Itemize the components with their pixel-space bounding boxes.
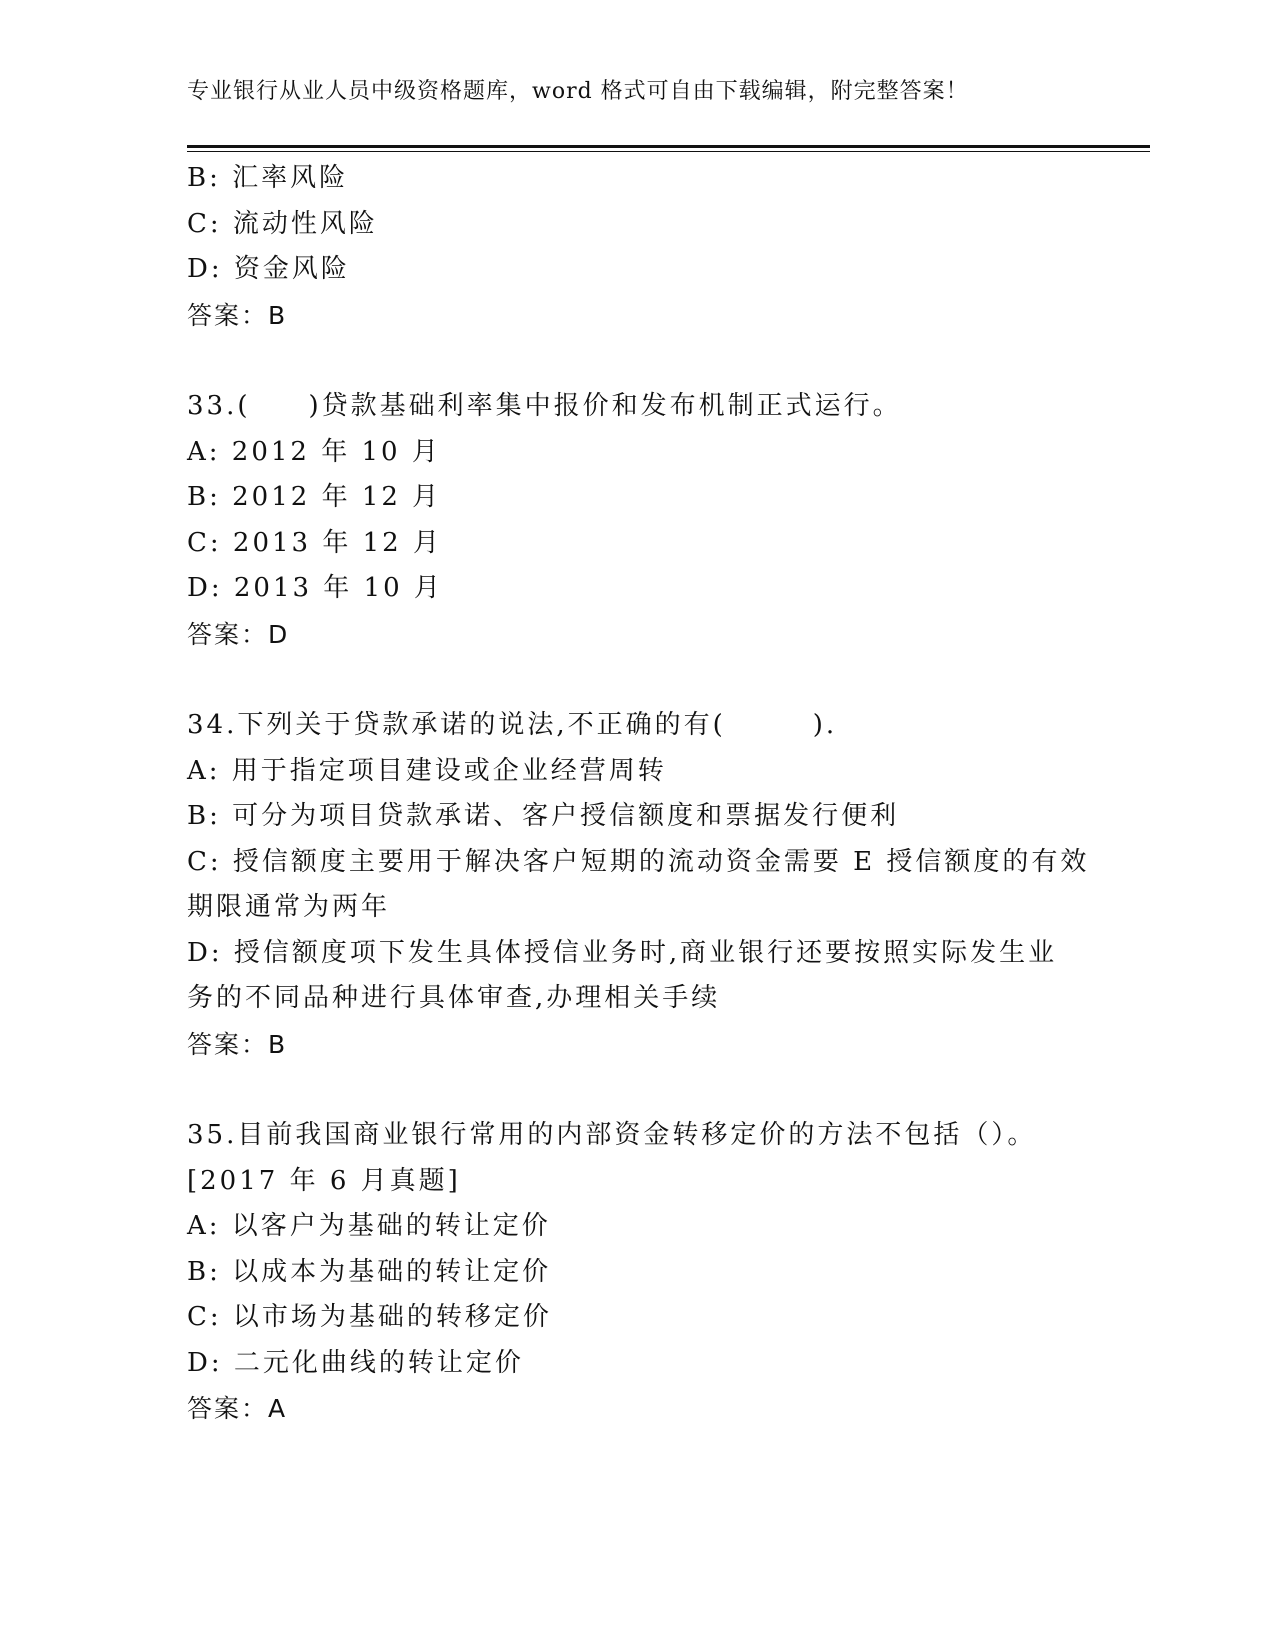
header-rule-thick xyxy=(187,145,1150,148)
answer-line: 答案：B xyxy=(187,1029,288,1059)
answer-line: 答案：A xyxy=(187,1394,288,1423)
option-a: A: 2012 年 10 月 xyxy=(187,436,441,467)
answer-line: 答案：B xyxy=(187,300,288,330)
option-d: D: 二元化曲线的转让定价 xyxy=(187,1347,524,1378)
option-d: D: 授信额度项下发生具体授信业务时,商业银行还要按照实际发生业 xyxy=(187,937,1058,968)
option-b: B: 2012 年 12 月 xyxy=(187,482,442,512)
option-b: B: 汇率风险 xyxy=(187,163,349,193)
answer-line: 答案：D xyxy=(187,619,290,649)
question-list xyxy=(187,156,1090,1432)
option-c: C: 流动性风险 xyxy=(187,208,378,239)
question-32-continued xyxy=(187,156,1087,338)
question-stem: 33.( )贷款基础利率集中报价和发布机制正式运行。 xyxy=(187,391,902,421)
question-34 xyxy=(187,703,1090,1067)
option-d: D: 2013 年 10 月 xyxy=(187,573,443,603)
question-stem-continued: [2017 年 6 月真题] xyxy=(187,1165,461,1196)
question-35 xyxy=(187,1113,1087,1432)
option-c-continued: 期限通常为两年 xyxy=(187,892,391,922)
option-c: C: 以市场为基础的转移定价 xyxy=(187,1302,552,1332)
option-b: B: 以成本为基础的转让定价 xyxy=(187,1256,552,1287)
option-a: A: 用于指定项目建设或企业经营周转 xyxy=(187,755,667,786)
question-33 xyxy=(187,384,1087,657)
option-b: B: 可分为项目贷款承诺、客户授信额度和票据发行便利 xyxy=(187,801,900,831)
header-rule-thin xyxy=(187,151,1150,152)
option-a: A: 以客户为基础的转让定价 xyxy=(187,1211,551,1241)
page-header: 专业银行从业人员中级资格题库，word 格式可自由下载编辑，附完整答案！ xyxy=(187,79,969,104)
question-stem: 35.目前我国商业银行常用的内部资金转移定价的方法不包括（）。 xyxy=(187,1120,1037,1150)
option-c: C: 2013 年 12 月 xyxy=(187,527,442,558)
option-c: C: 授信额度主要用于解决客户短期的流动资金需要 E 授信额度的有效 xyxy=(187,846,1090,877)
option-d-continued: 务的不同品种进行具体审查,办理相关手续 xyxy=(187,983,721,1013)
question-stem: 34.下列关于贷款承诺的说法,不正确的有( ). xyxy=(187,710,838,740)
option-d: D: 资金风险 xyxy=(187,254,350,284)
